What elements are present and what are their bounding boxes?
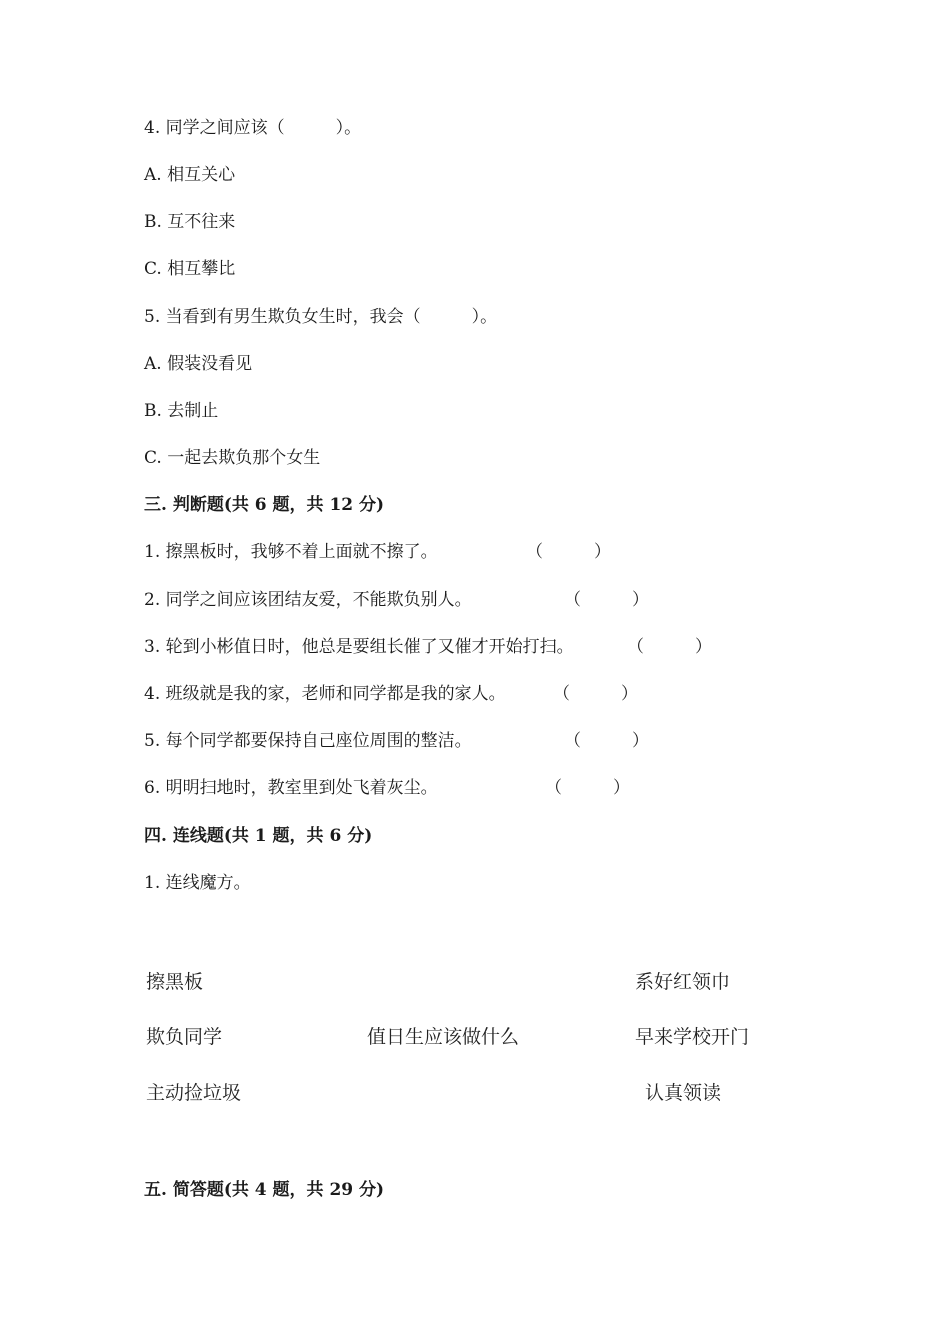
question-5-option-a: A. 假装没看见 — [144, 354, 253, 374]
question-5-stem: 5. 当看到有男生欺负女生时，我会（ ）。 — [144, 307, 498, 327]
judge-item-2: 2. 同学之间应该团结友爱，不能欺负别人。 — [144, 590, 472, 610]
match-left-item: 欺负同学 — [146, 1026, 223, 1048]
judge-item-4: 4. 班级就是我的家，老师和同学都是我的家人。 — [144, 684, 506, 704]
question-4-option-b: B. 互不往来 — [144, 212, 236, 232]
judge-item-5: 5. 每个同学都要保持自己座位周围的整洁。 — [144, 731, 472, 751]
question-4-stem: 4. 同学之间应该（ ）。 — [144, 118, 362, 138]
question-5-option-b: B. 去制止 — [144, 401, 219, 421]
matching-question: 1. 连线魔方。 — [144, 873, 251, 893]
judge-item-1-bracket: （ ） — [526, 542, 611, 562]
match-right-item: 早来学校开门 — [635, 1026, 750, 1048]
question-5-option-c: C. 一起去欺负那个女生 — [144, 448, 321, 468]
judge-item-5-bracket: （ ） — [564, 731, 649, 751]
judge-item-3: 3. 轮到小彬值日时，他总是要组长催了又催才开始打扫。 — [144, 637, 574, 657]
match-center-topic: 值日生应该做什么 — [367, 1026, 520, 1048]
match-right-item: 认真领读 — [645, 1082, 722, 1104]
match-right-item: 系好红领巾 — [635, 971, 731, 993]
section-3-title: 三. 判断题(共 6 题，共 12 分) — [144, 495, 385, 515]
section-5-title: 五. 简答题(共 4 题，共 29 分) — [144, 1180, 385, 1200]
question-4-option-a: A. 相互关心 — [144, 165, 236, 185]
judge-item-3-bracket: （ ） — [627, 637, 712, 657]
judge-item-2-bracket: （ ） — [564, 590, 649, 610]
judge-item-6-bracket: （ ） — [545, 778, 630, 798]
match-left-item: 主动捡垃圾 — [146, 1082, 242, 1104]
judge-item-6: 6. 明明扫地时，教室里到处飞着灰尘。 — [144, 778, 438, 798]
judge-item-1: 1. 擦黑板时，我够不着上面就不擦了。 — [144, 542, 438, 562]
judge-item-4-bracket: （ ） — [553, 684, 638, 704]
question-4-option-c: C. 相互攀比 — [144, 259, 236, 279]
section-4-title: 四. 连线题(共 1 题，共 6 分) — [144, 826, 373, 846]
match-left-item: 擦黑板 — [146, 971, 204, 993]
